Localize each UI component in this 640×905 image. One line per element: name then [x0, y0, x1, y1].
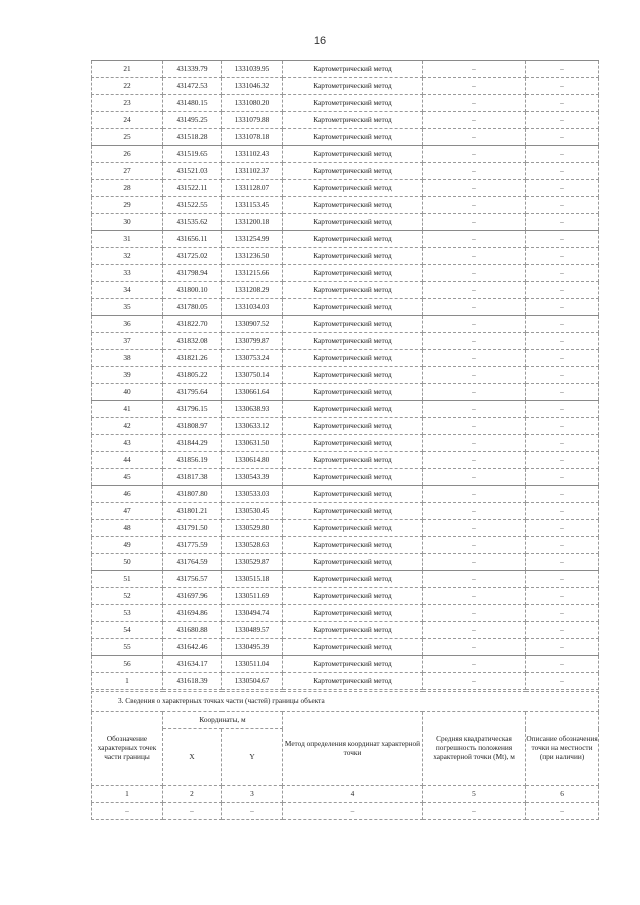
point-number: 52: [92, 588, 163, 605]
precision: –: [423, 129, 526, 146]
point-number: 39: [92, 367, 163, 384]
description: –: [526, 163, 599, 180]
precision: –: [423, 214, 526, 231]
table-row: [92, 639, 599, 656]
coord-x: 431798.94: [163, 265, 222, 282]
precision: –: [423, 401, 526, 418]
point-number: 42: [92, 418, 163, 435]
coord-x: 431856.19: [163, 452, 222, 469]
coord-y: 1331254.99: [222, 231, 283, 248]
description: –: [526, 95, 599, 112]
description: –: [526, 656, 599, 673]
precision: –: [423, 282, 526, 299]
point-number: 34: [92, 282, 163, 299]
method: Картометрический метод: [283, 639, 423, 656]
description: –: [526, 571, 599, 588]
point-number: 35: [92, 299, 163, 316]
precision: –: [423, 469, 526, 486]
table-row: [92, 486, 599, 503]
coord-y: 1331078.18: [222, 129, 283, 146]
column-number: 2: [163, 786, 222, 803]
coord-x: 431656.11: [163, 231, 222, 248]
table-row: [92, 418, 599, 435]
precision: –: [423, 571, 526, 588]
precision: –: [423, 673, 526, 690]
table-row: [92, 656, 599, 673]
empty-cell: –: [163, 803, 222, 820]
point-number: 44: [92, 452, 163, 469]
header-method: Метод определения координат характерной точки: [283, 712, 423, 786]
precision: –: [423, 656, 526, 673]
table-row: [92, 350, 599, 367]
method: Картометрический метод: [283, 197, 423, 214]
header-y: Y: [222, 729, 283, 786]
coord-x: 431522.55: [163, 197, 222, 214]
point-number: 46: [92, 486, 163, 503]
method: Картометрический метод: [283, 231, 423, 248]
method: Картометрический метод: [283, 673, 423, 690]
coord-x: 431807.80: [163, 486, 222, 503]
coord-x: 431756.57: [163, 571, 222, 588]
precision: –: [423, 197, 526, 214]
table-row: [92, 95, 599, 112]
coord-y: 1330489.57: [222, 622, 283, 639]
description: –: [526, 367, 599, 384]
coord-x: 431725.02: [163, 248, 222, 265]
description: –: [526, 197, 599, 214]
description: –: [526, 537, 599, 554]
table-row: [92, 265, 599, 282]
page-number: 16: [313, 35, 327, 47]
table-row: [92, 384, 599, 401]
table-row: [92, 537, 599, 554]
point-number: 30: [92, 214, 163, 231]
empty-cell: –: [283, 803, 423, 820]
description: –: [526, 316, 599, 333]
precision: –: [423, 163, 526, 180]
description: –: [526, 129, 599, 146]
method: Картометрический метод: [283, 435, 423, 452]
precision: –: [423, 95, 526, 112]
precision: –: [423, 265, 526, 282]
section-title: 3. Сведения о характерных точках части (частей) границы объекта: [92, 692, 599, 712]
precision: –: [423, 299, 526, 316]
column-number: 1: [92, 786, 163, 803]
description: –: [526, 350, 599, 367]
coord-y: 1331200.18: [222, 214, 283, 231]
coord-x: 431680.88: [163, 622, 222, 639]
description: –: [526, 503, 599, 520]
point-number: 31: [92, 231, 163, 248]
coord-x: 431844.29: [163, 435, 222, 452]
coord-x: 431522.11: [163, 180, 222, 197]
method: Картометрический метод: [283, 486, 423, 503]
coord-y: 1331153.45: [222, 197, 283, 214]
table-row: [92, 605, 599, 622]
coord-y: 1330533.03: [222, 486, 283, 503]
table-row: [92, 452, 599, 469]
coord-x: 431780.05: [163, 299, 222, 316]
boundary-points-body: [92, 61, 599, 690]
coord-y: 1331034.03: [222, 299, 283, 316]
table-row: [92, 129, 599, 146]
coord-y: 1330529.87: [222, 554, 283, 571]
coord-y: 1330529.80: [222, 520, 283, 537]
precision: –: [423, 452, 526, 469]
column-number: 4: [283, 786, 423, 803]
description: –: [526, 605, 599, 622]
table-row: [92, 673, 599, 690]
coord-x: 431832.08: [163, 333, 222, 350]
method: Картометрический метод: [283, 61, 423, 78]
table-row: [92, 503, 599, 520]
description: –: [526, 469, 599, 486]
table-row: [92, 197, 599, 214]
point-number: 49: [92, 537, 163, 554]
point-number: 48: [92, 520, 163, 537]
coord-y: 1331128.07: [222, 180, 283, 197]
table-row: [92, 163, 599, 180]
point-number: 45: [92, 469, 163, 486]
table-row: [92, 78, 599, 95]
point-number: 37: [92, 333, 163, 350]
point-number: 25: [92, 129, 163, 146]
point-number: 33: [92, 265, 163, 282]
method: Картометрический метод: [283, 367, 423, 384]
method: Картометрический метод: [283, 350, 423, 367]
description: –: [526, 435, 599, 452]
method: Картометрический метод: [283, 588, 423, 605]
coord-y: 1330543.39: [222, 469, 283, 486]
coord-y: 1331039.95: [222, 61, 283, 78]
coord-x: 431775.59: [163, 537, 222, 554]
empty-cell: –: [222, 803, 283, 820]
coord-y: 1331236.50: [222, 248, 283, 265]
coord-y: 1330528.63: [222, 537, 283, 554]
coord-y: 1331079.88: [222, 112, 283, 129]
point-number: 47: [92, 503, 163, 520]
coord-x: 431821.26: [163, 350, 222, 367]
coord-y: 1331102.37: [222, 163, 283, 180]
table-row: [92, 622, 599, 639]
method: Картометрический метод: [283, 180, 423, 197]
method: Картометрический метод: [283, 129, 423, 146]
coord-x: 431764.59: [163, 554, 222, 571]
coord-y: 1331046.32: [222, 78, 283, 95]
table-row: [92, 588, 599, 605]
description: –: [526, 231, 599, 248]
coord-y: 1330515.18: [222, 571, 283, 588]
precision: –: [423, 435, 526, 452]
coord-x: 431518.28: [163, 129, 222, 146]
empty-cell: –: [423, 803, 526, 820]
part-boundary-points-table: [91, 691, 599, 820]
method: Картометрический метод: [283, 605, 423, 622]
point-number: 54: [92, 622, 163, 639]
coord-x: 431642.46: [163, 639, 222, 656]
coord-x: 431472.53: [163, 78, 222, 95]
point-number: 32: [92, 248, 163, 265]
header-x: X: [163, 729, 222, 786]
point-number: 55: [92, 639, 163, 656]
method: Картометрический метод: [283, 384, 423, 401]
point-number: 26: [92, 146, 163, 163]
header-coordinates: Координаты, м: [163, 712, 283, 729]
section-title-row: [92, 692, 599, 712]
method: Картометрический метод: [283, 656, 423, 673]
description: –: [526, 588, 599, 605]
coord-y: 1330511.04: [222, 656, 283, 673]
point-number: 23: [92, 95, 163, 112]
description: –: [526, 180, 599, 197]
description: –: [526, 673, 599, 690]
precision: –: [423, 486, 526, 503]
description: –: [526, 622, 599, 639]
precision: –: [423, 180, 526, 197]
coord-y: 1330614.80: [222, 452, 283, 469]
coord-y: 1330504.67: [222, 673, 283, 690]
coord-x: 431535.62: [163, 214, 222, 231]
boundary-points-table: [91, 60, 599, 690]
precision: –: [423, 61, 526, 78]
point-number: 43: [92, 435, 163, 452]
table-row: [92, 282, 599, 299]
precision: –: [423, 333, 526, 350]
description: –: [526, 299, 599, 316]
coord-x: 431495.25: [163, 112, 222, 129]
table-row: [92, 112, 599, 129]
coord-x: 431800.10: [163, 282, 222, 299]
coord-x: 431480.15: [163, 95, 222, 112]
precision: –: [423, 112, 526, 129]
header-description: Описание обозначения точки на местности (при наличии): [526, 712, 599, 786]
precision: –: [423, 231, 526, 248]
coord-y: 1330511.69: [222, 588, 283, 605]
point-number: 21: [92, 61, 163, 78]
description: –: [526, 452, 599, 469]
table-row: [92, 214, 599, 231]
precision: –: [423, 605, 526, 622]
precision: –: [423, 622, 526, 639]
method: Картометрический метод: [283, 520, 423, 537]
empty-data-row: [92, 803, 599, 820]
header-point-label: Обозначение характерных точек части границы: [92, 712, 163, 786]
table-row: [92, 61, 599, 78]
description: –: [526, 112, 599, 129]
description: –: [526, 554, 599, 571]
point-number: 53: [92, 605, 163, 622]
coord-x: 431822.70: [163, 316, 222, 333]
point-number: 56: [92, 656, 163, 673]
coord-x: 431805.22: [163, 367, 222, 384]
description: –: [526, 486, 599, 503]
method: Картометрический метод: [283, 112, 423, 129]
coord-y: 1331080.20: [222, 95, 283, 112]
coord-x: 431795.64: [163, 384, 222, 401]
coord-x: 431796.15: [163, 401, 222, 418]
method: Картометрический метод: [283, 571, 423, 588]
method: Картометрический метод: [283, 469, 423, 486]
table-row: [92, 469, 599, 486]
description: –: [526, 520, 599, 537]
coord-y: 1330661.64: [222, 384, 283, 401]
method: Картометрический метод: [283, 214, 423, 231]
description: –: [526, 418, 599, 435]
coord-x: 431339.79: [163, 61, 222, 78]
table-row: [92, 435, 599, 452]
method: Картометрический метод: [283, 95, 423, 112]
coord-x: 431519.65: [163, 146, 222, 163]
coord-y: 1330494.74: [222, 605, 283, 622]
method: Картометрический метод: [283, 622, 423, 639]
precision: –: [423, 554, 526, 571]
method: Картометрический метод: [283, 554, 423, 571]
point-number: 27: [92, 163, 163, 180]
coord-y: 1330799.87: [222, 333, 283, 350]
precision: –: [423, 350, 526, 367]
empty-cell: –: [92, 803, 163, 820]
precision: –: [423, 146, 526, 163]
point-number: 24: [92, 112, 163, 129]
precision: –: [423, 418, 526, 435]
coord-x: 431817.38: [163, 469, 222, 486]
coord-x: 431521.03: [163, 163, 222, 180]
point-number: 38: [92, 350, 163, 367]
precision: –: [423, 78, 526, 95]
table-row: [92, 554, 599, 571]
table-row: [92, 571, 599, 588]
coord-x: 431694.86: [163, 605, 222, 622]
point-number: 50: [92, 554, 163, 571]
coord-y: 1330750.14: [222, 367, 283, 384]
coord-x: 431634.17: [163, 656, 222, 673]
coord-y: 1330633.12: [222, 418, 283, 435]
method: Картометрический метод: [283, 78, 423, 95]
coord-x: 431618.39: [163, 673, 222, 690]
description: –: [526, 384, 599, 401]
description: –: [526, 265, 599, 282]
table-row: [92, 367, 599, 384]
column-numbers-row: [92, 786, 599, 803]
precision: –: [423, 520, 526, 537]
coord-y: 1331208.29: [222, 282, 283, 299]
point-number: 1: [92, 673, 163, 690]
method: Картометрический метод: [283, 401, 423, 418]
coord-y: 1330638.93: [222, 401, 283, 418]
method: Картометрический метод: [283, 282, 423, 299]
method: Картометрический метод: [283, 248, 423, 265]
precision: –: [423, 367, 526, 384]
table-row: [92, 520, 599, 537]
precision: –: [423, 639, 526, 656]
description: –: [526, 282, 599, 299]
point-number: 36: [92, 316, 163, 333]
description: –: [526, 248, 599, 265]
coord-y: 1331215.66: [222, 265, 283, 282]
precision: –: [423, 588, 526, 605]
point-number: 28: [92, 180, 163, 197]
description: –: [526, 333, 599, 350]
method: Картометрический метод: [283, 537, 423, 554]
method: Картометрический метод: [283, 333, 423, 350]
method: Картометрический метод: [283, 163, 423, 180]
point-number: 29: [92, 197, 163, 214]
coord-y: 1330631.50: [222, 435, 283, 452]
table-row: [92, 231, 599, 248]
table-row: [92, 248, 599, 265]
description: –: [526, 639, 599, 656]
coord-x: 431808.97: [163, 418, 222, 435]
method: Картометрический метод: [283, 503, 423, 520]
precision: –: [423, 384, 526, 401]
description: –: [526, 214, 599, 231]
coord-x: 431791.50: [163, 520, 222, 537]
coord-y: 1331102.43: [222, 146, 283, 163]
method: Картометрический метод: [283, 299, 423, 316]
coord-x: 431697.96: [163, 588, 222, 605]
point-number: 40: [92, 384, 163, 401]
table-row: [92, 146, 599, 163]
point-number: 51: [92, 571, 163, 588]
precision: –: [423, 537, 526, 554]
method: Картометрический метод: [283, 418, 423, 435]
empty-cell: –: [526, 803, 599, 820]
table-row: [92, 299, 599, 316]
description: –: [526, 401, 599, 418]
coord-x: 431801.21: [163, 503, 222, 520]
method: Картометрический метод: [283, 265, 423, 282]
table-row: [92, 401, 599, 418]
description: –: [526, 61, 599, 78]
column-number: 3: [222, 786, 283, 803]
precision: –: [423, 248, 526, 265]
method: Картометрический метод: [283, 452, 423, 469]
header-precision: Средняя квадратическая погрешность положения характерной точки (Mt), м: [423, 712, 526, 786]
precision: –: [423, 316, 526, 333]
method: Картометрический метод: [283, 316, 423, 333]
table-row: [92, 316, 599, 333]
method: Картометрический метод: [283, 146, 423, 163]
header-row: [92, 712, 599, 729]
coord-y: 1330907.52: [222, 316, 283, 333]
coord-y: 1330753.24: [222, 350, 283, 367]
description: –: [526, 78, 599, 95]
table-row: [92, 180, 599, 197]
precision: –: [423, 503, 526, 520]
table-row: [92, 333, 599, 350]
column-number: 6: [526, 786, 599, 803]
coord-y: 1330530.45: [222, 503, 283, 520]
column-number: 5: [423, 786, 526, 803]
point-number: 22: [92, 78, 163, 95]
coord-y: 1330495.39: [222, 639, 283, 656]
description: –: [526, 146, 599, 163]
point-number: 41: [92, 401, 163, 418]
